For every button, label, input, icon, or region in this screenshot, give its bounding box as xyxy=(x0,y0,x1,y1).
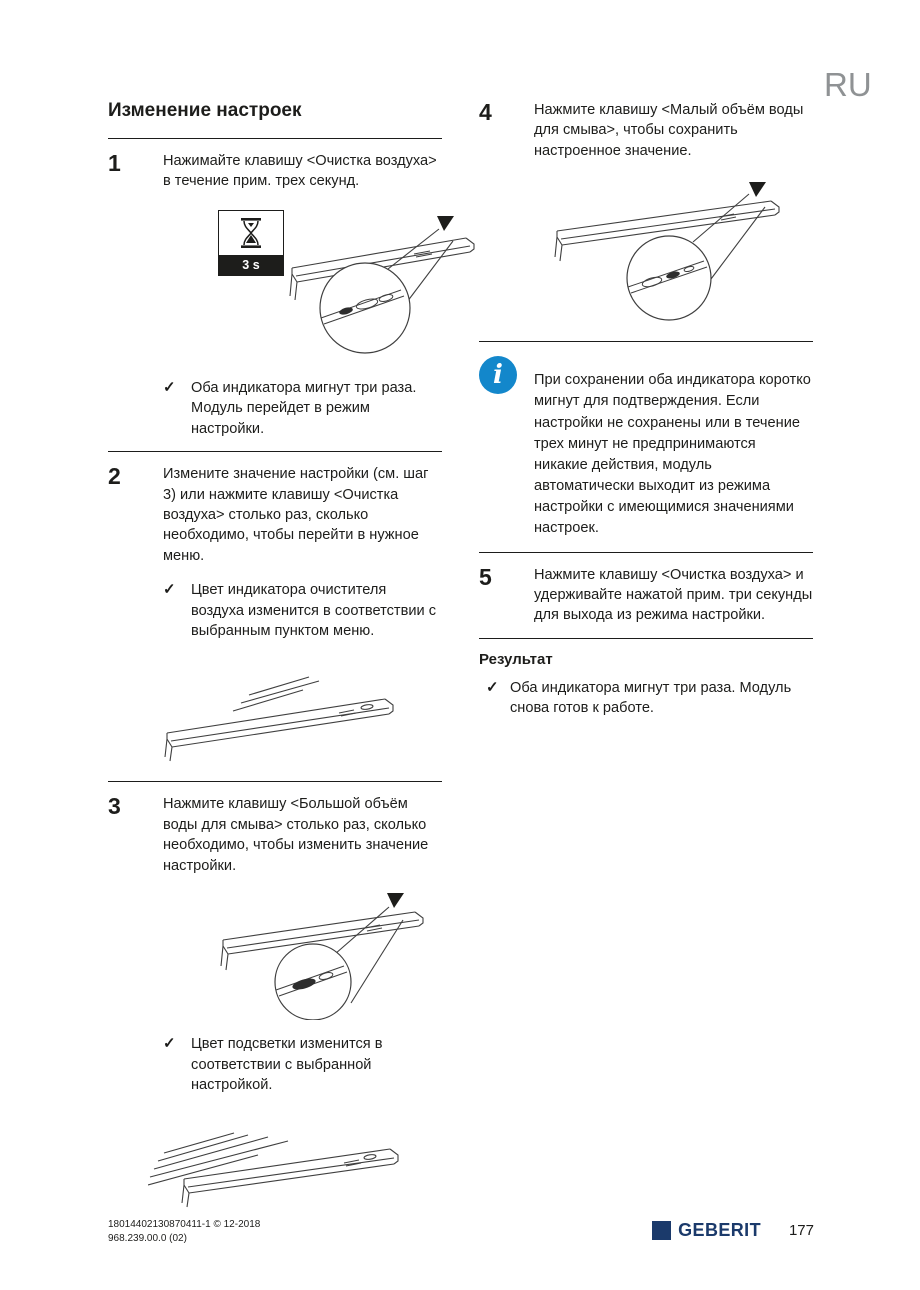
divider xyxy=(108,781,442,782)
checkmark-icon: ✓ xyxy=(163,1035,176,1053)
geberit-logo xyxy=(652,1220,761,1241)
step-2-result xyxy=(163,580,442,641)
step-4-text: Нажмите клавишу <Малый объём воды для смыва>, чтобы сохранить настроенное значение. xyxy=(534,102,804,159)
step-1 xyxy=(108,151,442,439)
info-gutter xyxy=(479,356,534,539)
hourglass-icon xyxy=(219,211,283,255)
result-heading: Результат xyxy=(479,650,553,668)
divider xyxy=(479,638,813,639)
magnifier-circle xyxy=(320,263,410,353)
step-2-body xyxy=(163,464,442,641)
step-2-number: 2 xyxy=(108,463,121,490)
page-title: Изменение настроек xyxy=(108,100,302,121)
step-3-result-text: Цвет подсветки изменится в соответствии с выбранной настройкой. xyxy=(191,1036,383,1094)
step-3-text: Нажмите клавишу <Большой объём воды для смыва> столько раз, сколько необходимо, чтобы изменить значение настройки. xyxy=(163,796,429,874)
step-1-text: Нажимайте клавишу <Очистка воздуха> в течение прим. трех секунд. xyxy=(163,153,437,190)
divider xyxy=(108,451,442,452)
checkmark-icon: ✓ xyxy=(163,378,176,396)
step-1-result-text: Оба индикатора мигнут три раза. Модуль перейдет в режим настройки. xyxy=(191,379,417,437)
checkmark-icon: ✓ xyxy=(486,678,499,696)
step-4-body xyxy=(534,100,813,161)
checkmark-icon: ✓ xyxy=(163,581,176,599)
document-id: 18014402130870411-1 © 12-2018 xyxy=(108,1219,261,1230)
step-4 xyxy=(479,100,813,161)
left-column xyxy=(108,100,442,1220)
panel-illustration xyxy=(509,181,794,329)
step-2-figure xyxy=(153,657,442,769)
page-footer xyxy=(108,1218,814,1245)
result-text: Оба индикатора мигнут три раза. Модуль снова готов к работе. xyxy=(510,679,792,717)
info-note-text: При сохранении оба индикатора коротко мигнут для подтверждения. Если настройки не сохранены или в течение трех минут не предпринимаются никакие действия, модуль автоматически выходит из режима настройки с имеющимися значениями настроек. xyxy=(534,372,811,537)
divider xyxy=(108,138,442,139)
footer-right xyxy=(652,1220,814,1241)
step-1-body xyxy=(163,151,442,439)
step-5-body xyxy=(534,565,813,626)
step-1-number: 1 xyxy=(108,150,121,176)
page-number: 177 xyxy=(788,1222,814,1239)
step-3-body xyxy=(163,794,442,1095)
step-5-text: Нажмите клавишу <Очистка воздуха> и удерживайте нажатой прим. три секунды для выхода из режима настройки. xyxy=(534,566,813,624)
step-2-text: Измените значение настройки (см. шаг 3) или нажмите клавишу <Очистка воздуха> столько раз, сколько необходимо, чтобы перейти в нужное меню. xyxy=(163,466,429,564)
result-item xyxy=(486,678,813,719)
divider xyxy=(479,552,813,553)
pointer-arrow-icon xyxy=(437,216,454,231)
geberit-logo-text: GEBERIT xyxy=(678,1220,761,1240)
step-4-figure xyxy=(509,181,813,329)
step-4-number: 4 xyxy=(479,99,492,125)
document-code: 968.239.00.0 (02) xyxy=(108,1232,187,1244)
result-section xyxy=(479,651,813,719)
divider xyxy=(479,341,813,342)
panel-illustration xyxy=(148,1111,418,1216)
right-column xyxy=(479,100,813,719)
pointer-arrow-icon xyxy=(749,182,766,197)
step-3-figure-2 xyxy=(148,1111,442,1216)
step-1-result xyxy=(163,378,442,439)
language-label: RU xyxy=(824,66,872,103)
step-2 xyxy=(108,464,442,641)
duration-label: 3 s xyxy=(219,255,283,275)
step-3-number: 3 xyxy=(108,793,121,820)
step-3-result xyxy=(163,1034,442,1095)
geberit-logo-mark xyxy=(652,1221,671,1240)
duration-badge xyxy=(218,210,284,276)
info-icon: i xyxy=(479,356,517,394)
step-3-figure xyxy=(163,892,442,1020)
info-note xyxy=(479,356,813,539)
pointer-arrow-icon xyxy=(387,893,404,908)
document-number xyxy=(108,1218,260,1245)
step-1-figure xyxy=(218,208,442,364)
step-5 xyxy=(479,565,813,626)
step-2-result-text: Цвет индикатора очистителя воздуха изменится в соответствии с выбранным пунктом меню. xyxy=(191,582,437,640)
panel-illustration xyxy=(163,892,442,1020)
step-3 xyxy=(108,794,442,1095)
panel-illustration xyxy=(153,657,413,769)
step-5-number: 5 xyxy=(479,563,492,590)
